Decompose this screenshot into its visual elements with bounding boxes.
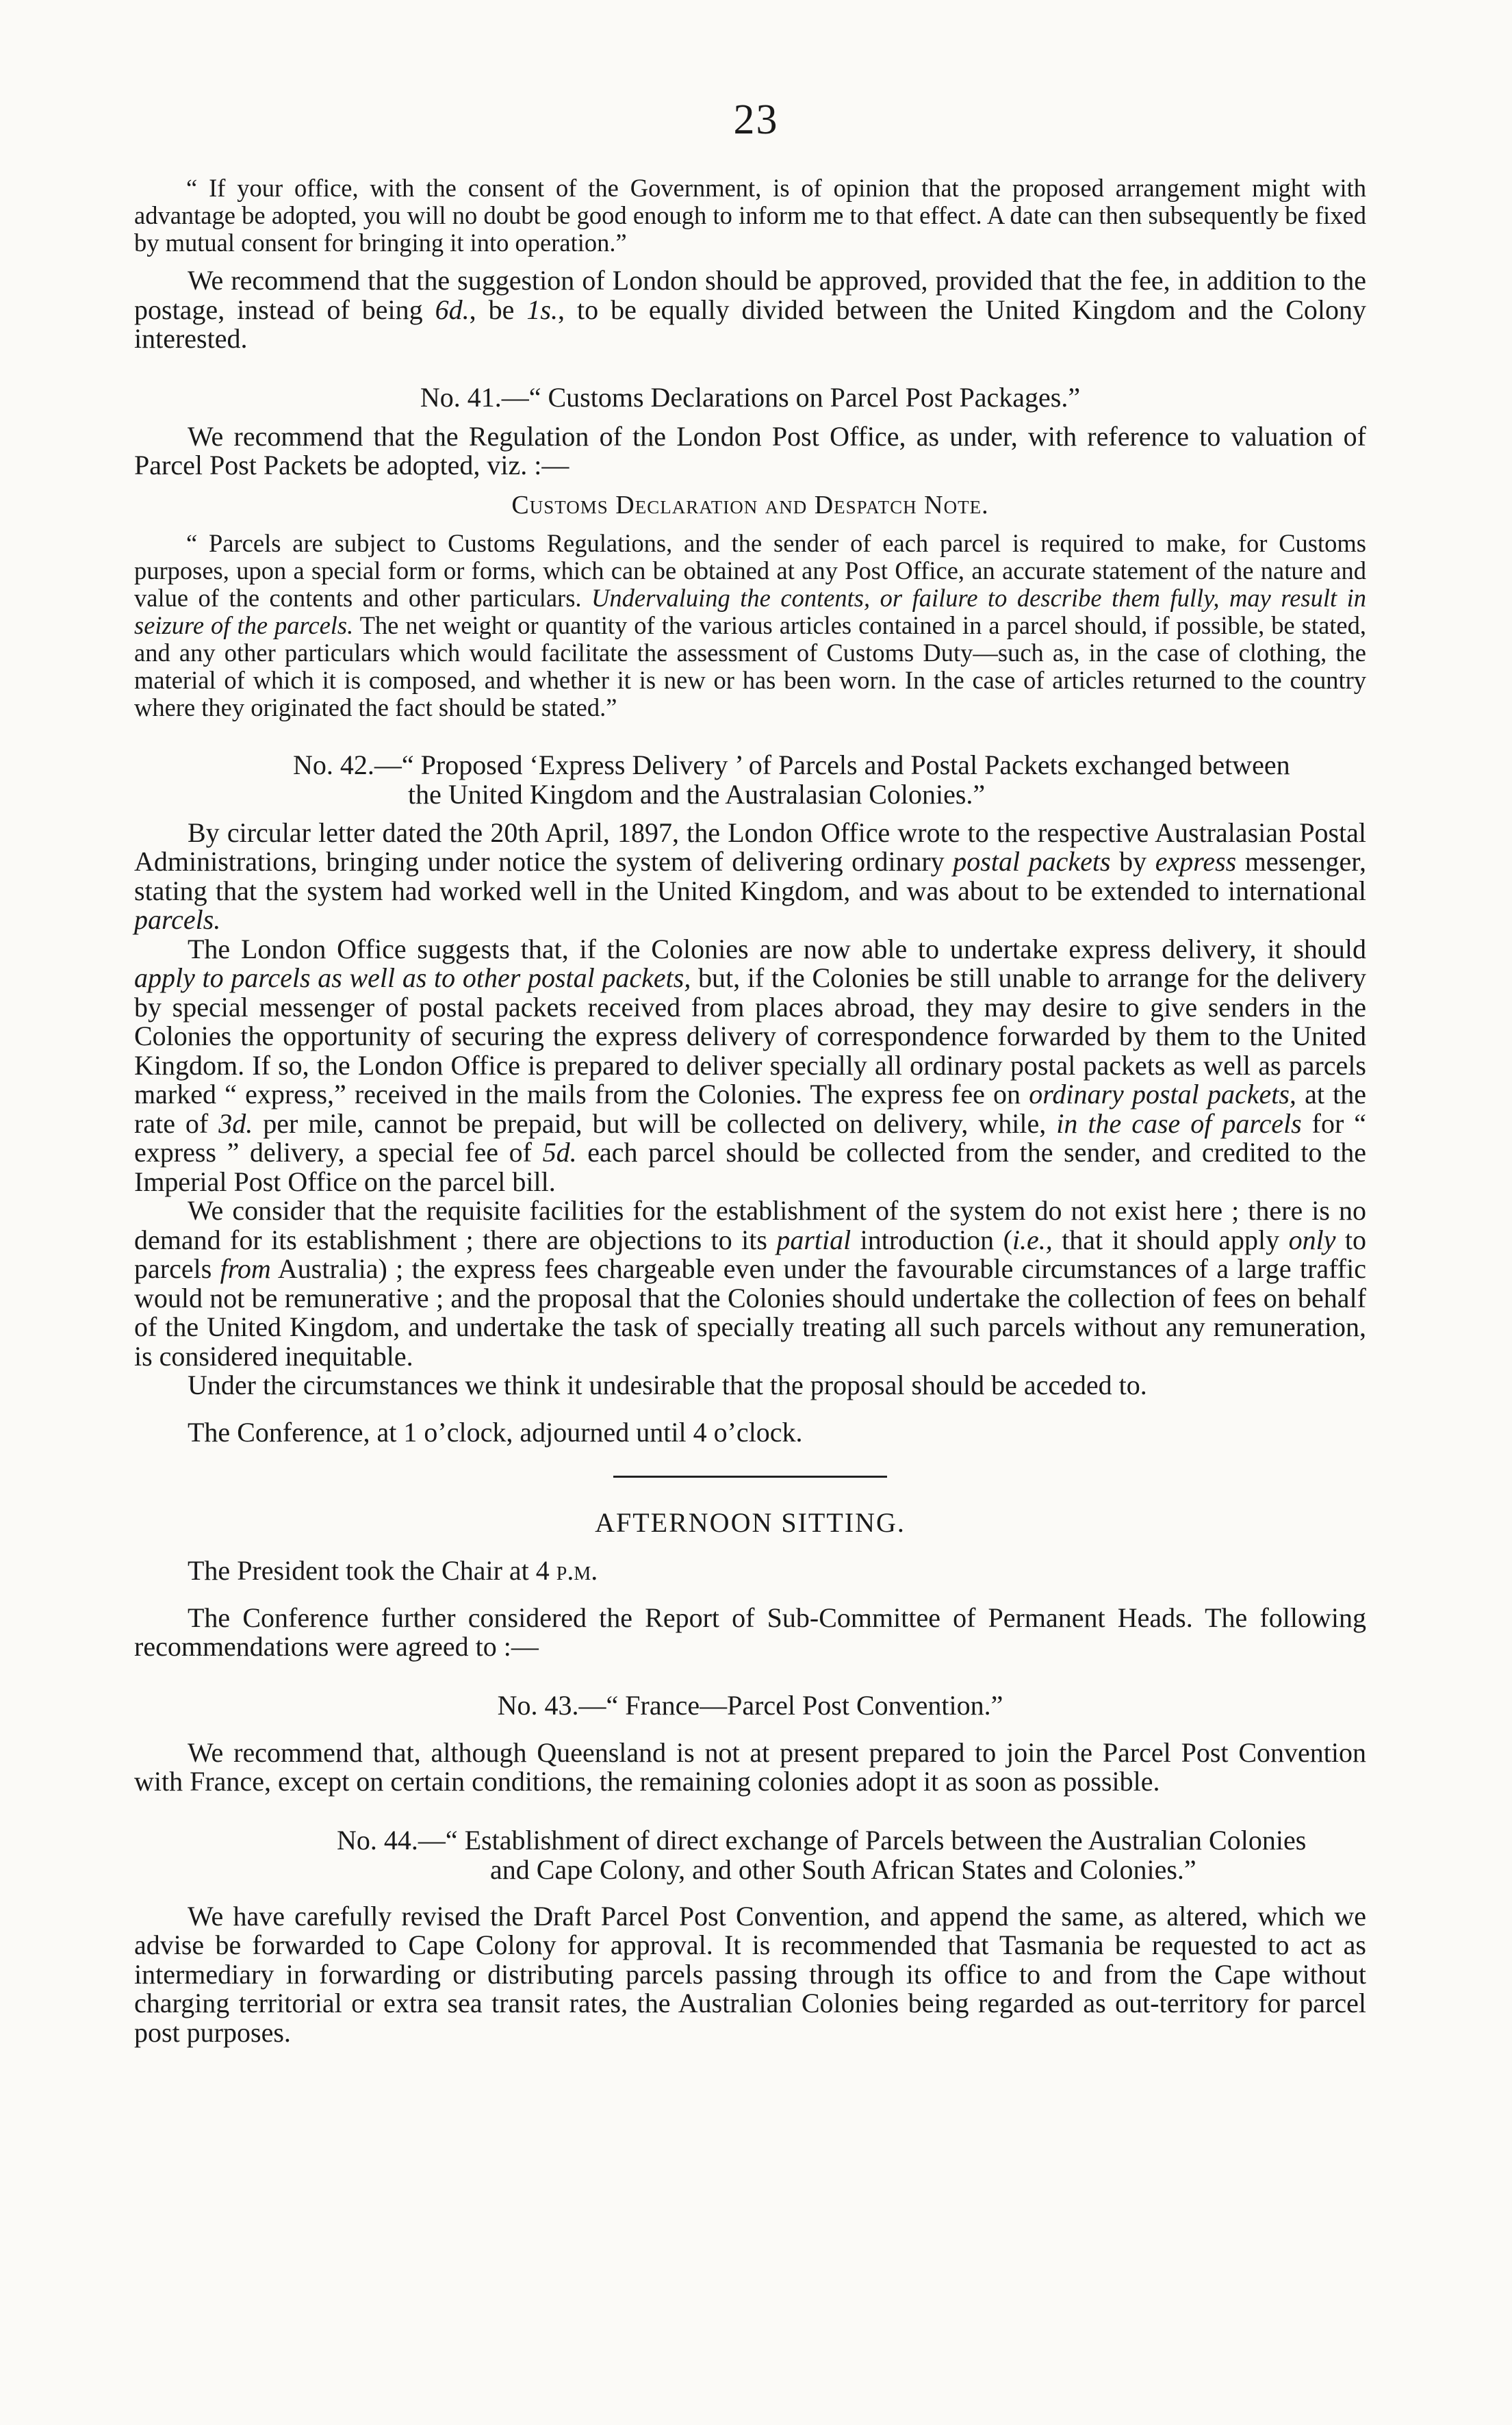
heading-no-41: No. 41.—“ Customs Declarations on Parcel Post Packages.”: [420, 381, 1081, 413]
customs-declaration-heading: Customs Declaration and Despatch Note.: [511, 490, 989, 519]
paragraph-42-consider: We consider that the requisite facilities for the establishment of the system do not exist here ; there is no demand for its establishment ; there are objections to its partial introduction (i.e., that it should apply only to parcels from Australia) ; the express fees chargeable even under the favourable circumstances of a large traffic would not be remunerative ; and the proposal that the Colonies should undertake the collection of fees on behalf of the United Kingdom, and undertake the task of specially treating all such parcels without any remuneration, is considered inequitable.: [134, 1195, 1366, 1372]
paragraph-no-41: We recommend that the Regulation of the London Post Office, as under, with reference to valuation of Parcel Post Packets be adopted, viz. :—: [134, 420, 1366, 480]
quoted-letter-paragraph: “ If your office, with the consent of the Government, is of opinion that the proposed arrangement might with advantage be adopted, you will no doubt be good enough to inform me to that effect. A date can then subsequently be fixed by mutual consent for bringing it into operation.”: [134, 174, 1366, 257]
paragraph-42-undesirable: Under the circumstances we think it undesirable that the proposal should be acceded to.: [188, 1370, 1147, 1400]
paragraph-no-44: We have carefully revised the Draft Parcel Post Convention, and append the same, as altered, which we advise be forwarded to Cape Colony for approval. It is recommended that Tasmania be requested to act as intermediary in forwarding or distributing parcels passing through its office to and from the Cape without charging territorial or extra sea transit rates, the Australian Colonies being regarded as out-territory for parcel post purposes.: [134, 1900, 1366, 2048]
page-number: 23: [733, 97, 779, 143]
heading-no-43: No. 43.—“ France—Parcel Post Convention.”: [497, 1689, 1003, 1721]
further-considered-paragraph: The Conference further considered the Report of Sub-Committee of Permanent Heads. The following recommendations were agreed to :—: [134, 1602, 1366, 1662]
afternoon-sitting-title: AFTERNOON SITTING.: [595, 1507, 906, 1538]
paragraph-42-circular: By circular letter dated the 20th April, 1897, the London Office wrote to the respective Australasian Postal Administrations, bringing under notice the system of delivering ordinary postal packets by express messenger, stating that the system had worked well in the United Kingdom, and was about to be extended to international parcels.: [134, 817, 1367, 935]
adjournment-paragraph: The Conference, at 1 o’clock, adjourned until 4 o’clock.: [188, 1416, 803, 1448]
paragraph-no-43: We recommend that, although Queensland is not at present prepared to join the Parcel Post Convention with France, except on certain conditions, the remaining colonies adopt it as soon as possible.: [134, 1736, 1366, 1797]
customs-regulation-quote: “ Parcels are subject to Customs Regulations, and the sender of each parcel is required to make, for Customs purposes, upon a special form or forms, which can be obtained at any Post Office, an accurate statement of the nature and value of the contents and other particulars. Undervaluing the contents, or failure to describe them fully, may result in seizure of the parcels. The net weight or quantity of the various articles contained in a parcel should, if possible, be stated, and any other particulars which would facilitate the assessment of Customs Duty—such as, in the case of clothing, the material of which it is composed, and whether it is new or has been worn. In the case of articles returned to the country where they originated the fact should be stated.”: [134, 528, 1366, 721]
heading-no-42: No. 42.—“ Proposed ‘Express Delivery ’ of Parcels and Postal Packets exchanged between the United Kingdom and the Australasian Colonies.”: [293, 749, 1290, 810]
recommendation-paragraph-fee: We recommend that the suggestion of London should be approved, provided that the fee, in addition to the postage, instead of being 6d., be 1s., to be equally divided between the United Kingdom and the Colony interested.: [134, 265, 1366, 354]
heading-no-44: No. 44.—“ Establishment of direct exchange of Parcels between the Australian Colonies and Cape Colony, and other South African States and Colonies.”: [337, 1824, 1307, 1885]
president-chair-paragraph: The President took the Chair at 4 p.m.: [188, 1555, 598, 1586]
page-content: [134, 175, 1366, 2047]
paragraph-42-london-suggests: The London Office suggests that, if the Colonies are now able to undertake express delivery, it should apply to parcels as well as to other postal packets, but, if the Colonies be still unable to arrange for the delivery by special messenger of postal packets received from places abroad, they may desire to give senders in the Colonies the opportunity of securing the express delivery of correspondence forwarded by them to the United Kingdom. If so, the London Office is prepared to deliver specially all ordinary postal packets as well as parcels marked “ express,” received in the mails from the Colonies. The express fee on ordinary postal packets, at the rate of 3d. per mile, cannot be prepaid, but will be collected on delivery, while, in the case of parcels for “ express ” delivery, a special fee of 5d. each parcel should be collected from the sender, and credited to the Imperial Post Office on the parcel bill.: [134, 933, 1367, 1197]
